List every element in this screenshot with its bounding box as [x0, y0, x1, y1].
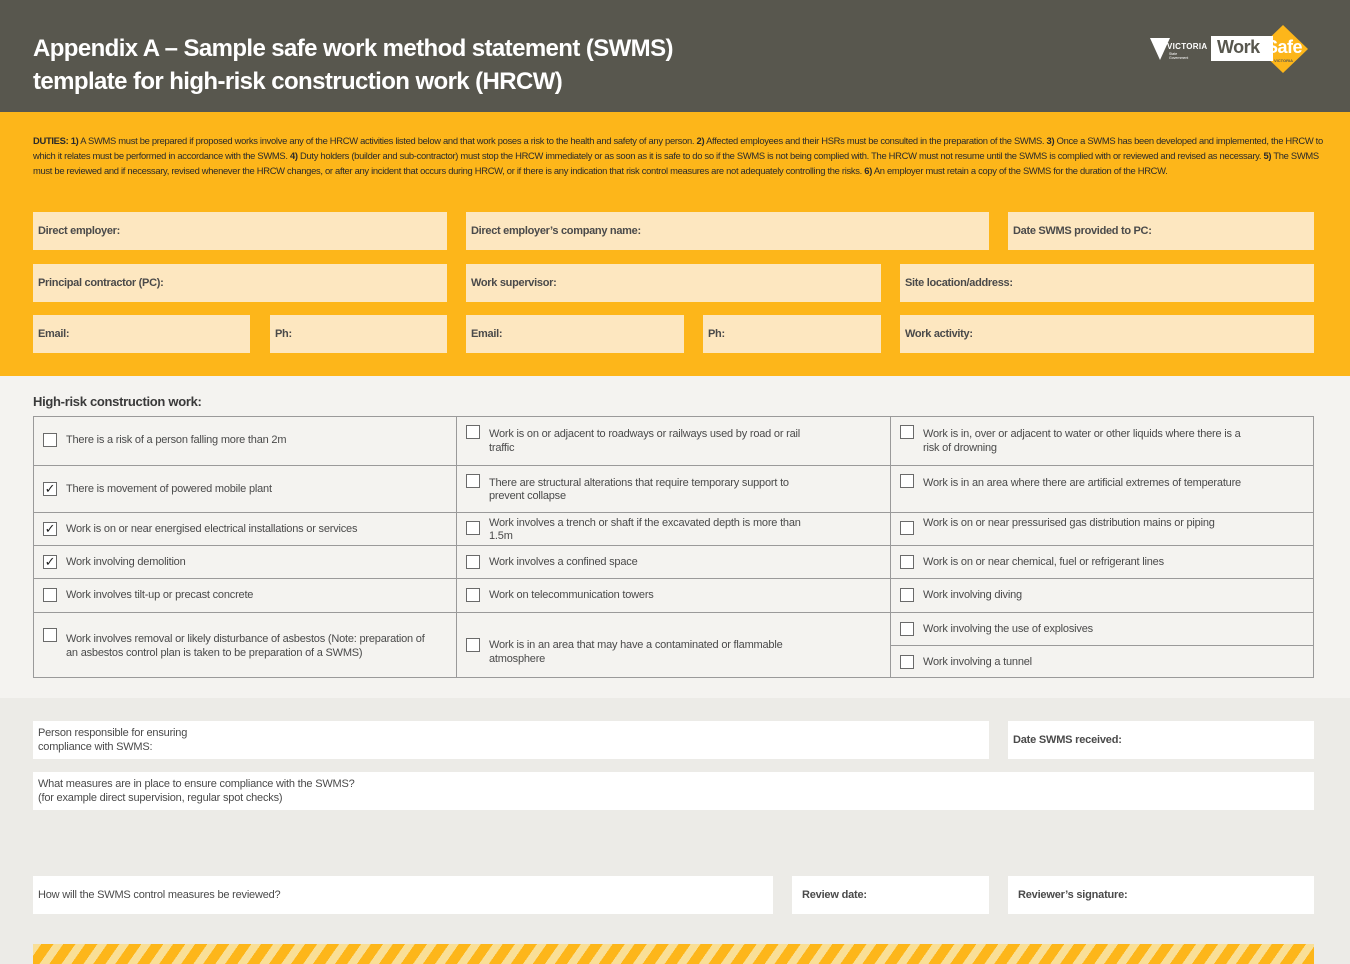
- hrcw-item-label: Work is on or near pressurised gas distribution mains or piping: [923, 516, 1215, 529]
- hrcw-item: [456, 612, 890, 678]
- worksafe-logo-work: Work: [1217, 37, 1260, 57]
- hrcw-item: [456, 417, 890, 465]
- review-method-field[interactable]: How will the SWMS control measures be reviewed?: [33, 876, 773, 914]
- hrcw-item-label: Work involves removal or likely disturbance of asbestos (Note: preparation of an asbestos control plan is taken to be preparation of a SWMS): [66, 633, 425, 659]
- direct-employer-field[interactable]: Direct employer:: [33, 212, 447, 250]
- hrcw-item: [34, 417, 456, 465]
- hrcw-item-label: Work is on or near energised electrical installations or services: [66, 522, 358, 535]
- hrcw-item: [34, 512, 456, 545]
- worksafe-logo-safe: Safe: [1266, 37, 1303, 57]
- hrcw-checkbox[interactable]: [43, 433, 57, 447]
- hrcw-item: [34, 465, 456, 512]
- hazard-stripe-border: [33, 944, 1314, 964]
- hrcw-item-label: Work involving the use of explosives: [923, 622, 1093, 635]
- hrcw-item-label: Work is on or adjacent to roadways or railways used by road or rail traffic: [489, 428, 801, 454]
- hrcw-checkbox[interactable]: [900, 555, 914, 569]
- work-supervisor-field[interactable]: Work supervisor:: [466, 264, 881, 302]
- hrcw-item: [890, 578, 1314, 612]
- supervisor-phone-field[interactable]: Ph:: [703, 315, 881, 353]
- title-line-2: template for high-risk construction work (HRCW): [33, 68, 563, 95]
- compliance-measures-field[interactable]: What measures are in place to ensure compliance with the SWMS? (for example direct supervision, regular spot checks): [33, 772, 1314, 810]
- duties-text: DUTIES: 1) A SWMS must be prepared if proposed works involve any of the HRCW activities listed below and that work poses a risk to the health and safety of any person. 2) Affected employees and their HSRs must be consulted in the preparation of the SWMS. 3) Once a SWMS has been developed and implemented, the HRCW to which it relates must be performed in accordance with the SWMS. 4) Duty holders (builder and sub-contractor) must stop the HRCW immediately or as soon as it is safe to do so if the SWMS is not being complied with. The HRCW must not resume until the SWMS is complied with or reviewed and revised as necessary. 5) The SWMS must be reviewed and if necessary, revised whenever the HRCW changes, or after any incident that occurs during HRCW, or if there is any indication that risk control measures are not adequately controlling the risks. 6) An employer must retain a copy of the SWMS for the duration of the HRCW.: [33, 135, 1323, 176]
- hrcw-item-label: There are structural alterations that require temporary support to prevent collapse: [489, 476, 789, 502]
- hrcw-item-label: There is a risk of a person falling more than 2m: [66, 434, 287, 446]
- hrcw-checkbox[interactable]: [466, 425, 480, 439]
- hrcw-item-label: Work involves tilt-up or precast concrete: [66, 589, 254, 601]
- work-activity-field[interactable]: Work activity:: [900, 315, 1314, 353]
- hrcw-checkbox[interactable]: [900, 521, 914, 535]
- hrcw-checkbox[interactable]: [900, 622, 914, 636]
- date-provided-field[interactable]: Date SWMS provided to PC:: [1008, 212, 1314, 250]
- title-line-1: Appendix A – Sample safe work method statement (SWMS): [33, 35, 673, 62]
- hrcw-checkbox[interactable]: [466, 474, 480, 488]
- principal-contractor-field[interactable]: Principal contractor (PC):: [33, 264, 447, 302]
- hrcw-checkbox[interactable]: [466, 588, 480, 602]
- hrcw-item: [34, 612, 456, 678]
- hrcw-item-label: Work is in, over or adjacent to water or other liquids where there is a risk of drowning: [923, 428, 1241, 454]
- hrcw-item-label: There is movement of powered mobile plant: [66, 482, 272, 495]
- hrcw-item-label: Work on telecommunication towers: [489, 589, 654, 601]
- hrcw-checkbox[interactable]: [900, 655, 914, 669]
- hrcw-title: High-risk construction work:: [33, 394, 202, 409]
- victoria-logo-text: VICTORIA: [1167, 42, 1208, 51]
- hrcw-item-label: Work is in an area that may have a contaminated or flammable atmosphere: [489, 639, 783, 665]
- date-received-field[interactable]: Date SWMS received:: [1008, 721, 1314, 759]
- hrcw-checkbox-checked[interactable]: ✓: [44, 553, 56, 569]
- hrcw-checkbox-checked[interactable]: ✓: [44, 480, 56, 496]
- hrcw-item: [456, 545, 890, 578]
- hrcw-checkbox[interactable]: [43, 628, 57, 642]
- hrcw-item: [890, 645, 1314, 678]
- page-title: [33, 32, 673, 98]
- hrcw-checkbox-checked[interactable]: ✓: [44, 520, 56, 536]
- hrcw-item: [34, 545, 456, 578]
- hrcw-checkbox[interactable]: [466, 638, 480, 652]
- pc-phone-field[interactable]: Ph:: [270, 315, 447, 353]
- hrcw-item-label: Work is on or near chemical, fuel or refrigerant lines: [923, 555, 1164, 568]
- supervisor-email-field[interactable]: Email:: [466, 315, 684, 353]
- review-date-field[interactable]: Review date:: [792, 876, 989, 914]
- person-responsible-field[interactable]: Person responsible for ensuring compliance with SWMS:: [33, 721, 989, 759]
- hrcw-checkbox[interactable]: [900, 474, 914, 488]
- hrcw-item: [456, 465, 890, 512]
- hrcw-item: [456, 578, 890, 612]
- hrcw-item-label: Work is in an area where there are artificial extremes of temperature: [923, 476, 1241, 489]
- hrcw-checkbox[interactable]: [900, 588, 914, 602]
- hrcw-item: [456, 512, 890, 545]
- company-name-field[interactable]: Direct employer’s company name:: [466, 212, 989, 250]
- hrcw-checkbox[interactable]: [466, 555, 480, 569]
- hrcw-item: [890, 612, 1314, 645]
- hrcw-checkbox[interactable]: [466, 521, 480, 535]
- hrcw-item: [890, 545, 1314, 578]
- hrcw-item-label: Work involving demolition: [66, 555, 186, 568]
- hrcw-item-label: Work involving diving: [923, 589, 1022, 601]
- hrcw-checkbox[interactable]: [43, 588, 57, 602]
- victoria-logo-sub: State Government: [1169, 52, 1189, 60]
- hrcw-item: [890, 417, 1314, 465]
- site-location-field[interactable]: Site location/address:: [900, 264, 1314, 302]
- hrcw-checklist-grid: [33, 416, 1314, 678]
- hrcw-item: [890, 465, 1314, 512]
- hrcw-item: [890, 512, 1314, 545]
- pc-email-field[interactable]: Email:: [33, 315, 250, 353]
- reviewer-signature-field[interactable]: Reviewer’s signature:: [1008, 876, 1314, 914]
- worksafe-logo-victoria: VICTORIA: [1274, 58, 1294, 63]
- hrcw-item-label: Work involving a tunnel: [923, 655, 1032, 668]
- hrcw-checkbox[interactable]: [900, 425, 914, 439]
- duties-lead: DUTIES:: [33, 135, 69, 146]
- hrcw-item: [34, 578, 456, 612]
- hrcw-item-label: Work involves a confined space: [489, 555, 638, 568]
- hrcw-item-label: Work involves a trench or shaft if the excavated depth is more than 1.5m: [489, 516, 801, 542]
